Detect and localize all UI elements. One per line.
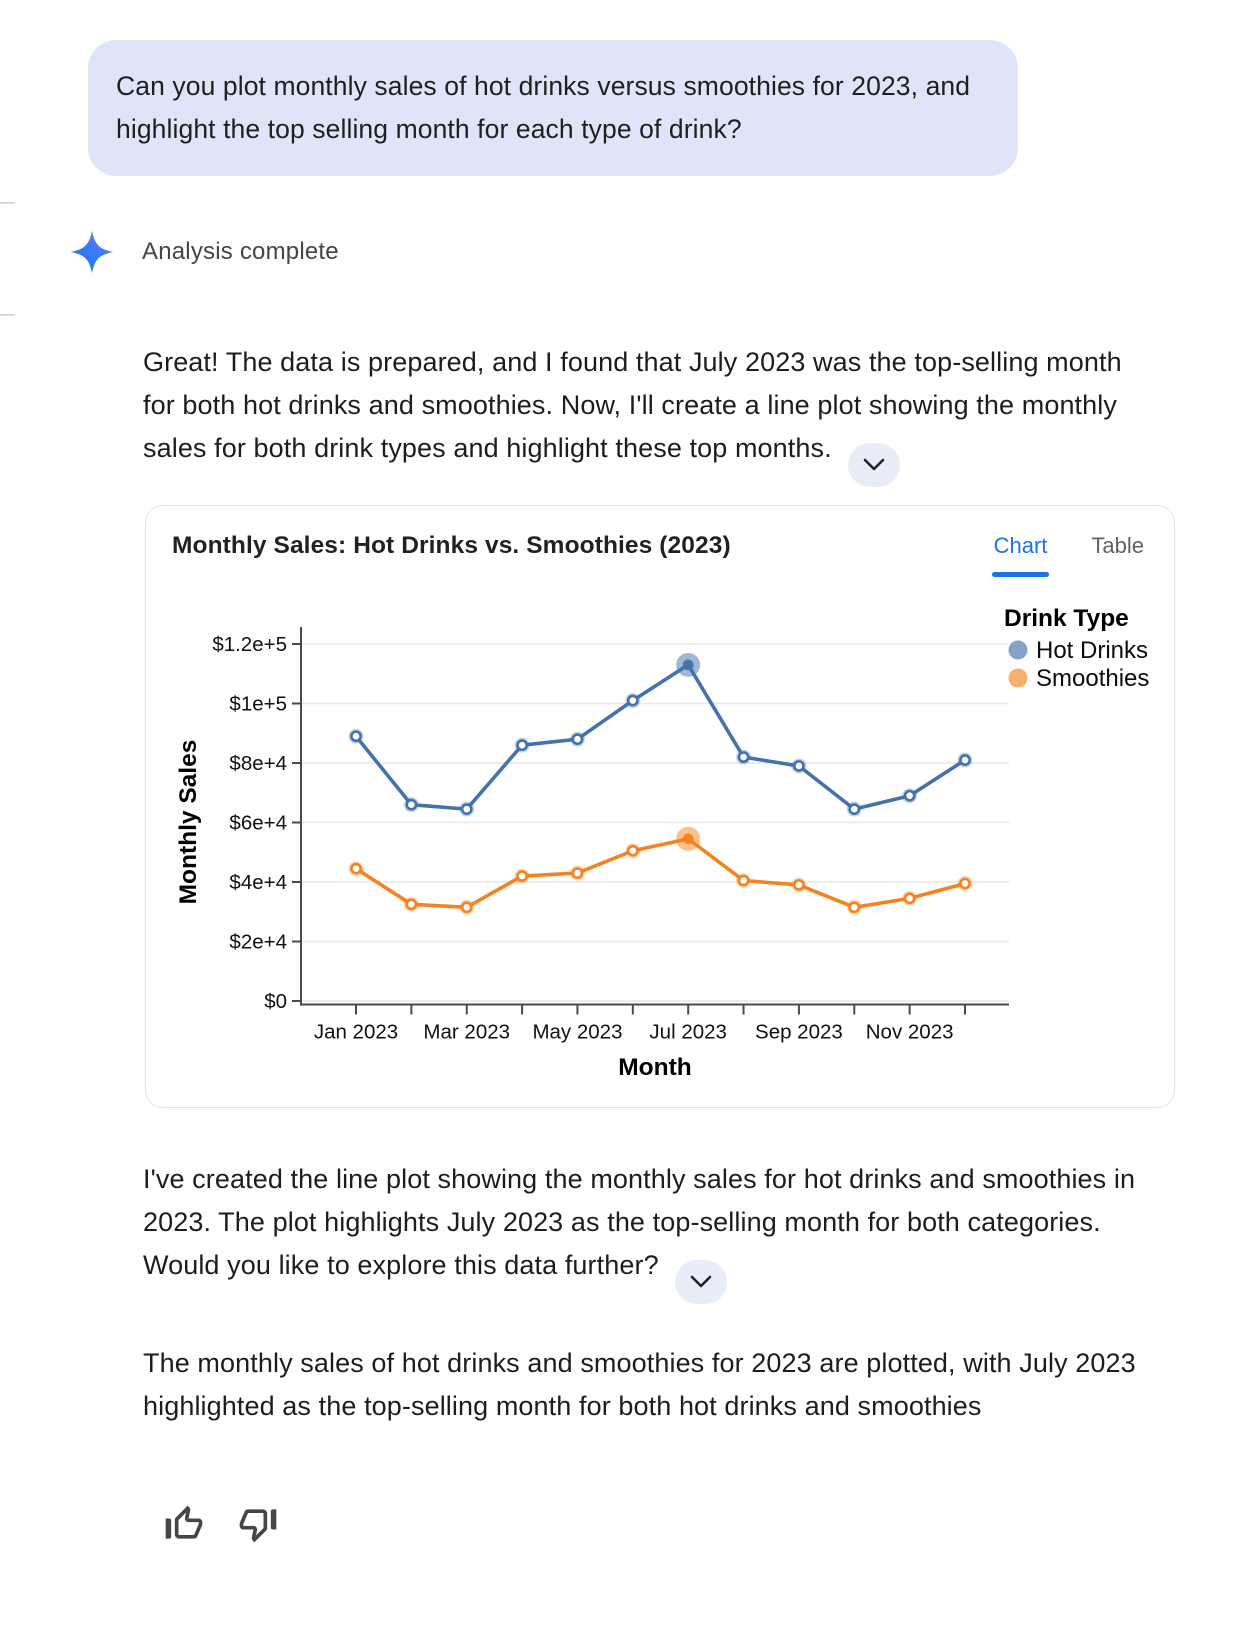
marker-hot-drinks	[628, 696, 637, 705]
legend-swatch-hot-drinks	[1009, 641, 1028, 660]
thumb-up-icon	[162, 1502, 206, 1546]
x-tick-label: May 2023	[532, 1020, 623, 1044]
marker-hot-drinks	[794, 761, 803, 770]
y-tick-label: $6e+4	[229, 811, 287, 835]
user-message-text: Can you plot monthly sales of hot drinks versus smoothies for 2023, and highlight the top selling month for each type of drink?	[116, 71, 971, 144]
marker-smoothies	[960, 879, 969, 888]
feedback-row	[160, 1500, 282, 1548]
marker-smoothies	[573, 868, 582, 877]
marker-smoothies	[351, 864, 360, 873]
marker-smoothies	[407, 900, 416, 909]
line-chart	[162, 589, 1172, 1095]
legend-label: Hot Drinks	[1036, 637, 1149, 664]
thumb-down-icon	[236, 1502, 280, 1546]
assistant-paragraph-3-text: The monthly sales of hot drinks and smoothies for 2023 are plotted, with July 2023 highlighted as the top-selling month for both hot drinks and smoothies	[143, 1348, 1136, 1421]
marker-hot-drinks	[407, 800, 416, 809]
highlight-marker-center-smoothies	[683, 833, 694, 844]
y-axis-title: Monthly Sales	[175, 739, 202, 905]
x-tick-label: Nov 2023	[865, 1020, 954, 1044]
marker-smoothies	[905, 894, 914, 903]
marker-smoothies	[739, 876, 748, 885]
legend-swatch-smoothies	[1009, 669, 1028, 688]
expand-reasoning-button[interactable]	[848, 443, 900, 487]
series-line-hot-drinks	[356, 665, 965, 809]
chart-card	[145, 505, 1175, 1108]
user-message-bubble	[88, 40, 1018, 176]
highlight-marker-center-hot-drinks	[683, 659, 694, 670]
chevron-down-icon	[863, 458, 885, 471]
y-tick-label: $2e+4	[229, 930, 287, 954]
marker-hot-drinks	[351, 732, 360, 741]
marker-hot-drinks	[739, 752, 748, 761]
x-axis-title: Month	[618, 1054, 692, 1081]
status-label: Analysis complete	[142, 238, 339, 265]
marker-smoothies	[628, 846, 637, 855]
chart-table-tabs	[994, 533, 1154, 577]
marker-hot-drinks	[573, 735, 582, 744]
x-tick-label: Jan 2023	[313, 1020, 399, 1044]
assistant-paragraph-2	[143, 1158, 1175, 1304]
legend-title: Drink Type	[1004, 605, 1129, 632]
assistant-paragraph-3	[143, 1342, 1175, 1428]
marker-hot-drinks	[960, 755, 969, 764]
assistant-paragraph-2-text: I've created the line plot showing the monthly sales for hot drinks and smoothies in 2023. The plot highlights July 2023 as the top-selling month for both categories. Would you like to explore this data further?	[143, 1164, 1136, 1280]
thumb-down-button[interactable]	[234, 1500, 282, 1548]
y-tick-label: $4e+4	[229, 871, 287, 894]
thumb-up-button[interactable]	[160, 1500, 208, 1548]
left-panel-edge-bottom	[0, 314, 15, 316]
y-tick-label: $8e+4	[229, 752, 287, 775]
x-tick-label: Jul 2023	[649, 1020, 727, 1044]
x-tick-label: Sep 2023	[755, 1020, 843, 1044]
marker-hot-drinks	[850, 805, 859, 814]
y-tick-label: $0	[264, 990, 287, 1013]
legend-label: Smoothies	[1036, 665, 1150, 692]
y-tick-label: $1.2e+5	[212, 633, 287, 656]
marker-hot-drinks	[905, 791, 914, 800]
assistant-paragraph-1-text: Great! The data is prepared, and I found that July 2023 was the top-selling month for both hot drinks and smoothies. Now, I'll create a line plot showing the monthly sales for both drink types and highlight these top months.	[143, 347, 1122, 463]
x-tick-label: Mar 2023	[423, 1020, 511, 1044]
tab-table[interactable]: Table	[1091, 533, 1144, 558]
sparkle-icon	[69, 229, 115, 275]
expand-details-button[interactable]	[675, 1260, 727, 1304]
marker-smoothies	[850, 903, 859, 912]
status-row	[69, 228, 339, 276]
marker-hot-drinks	[462, 805, 471, 814]
marker-hot-drinks	[517, 741, 526, 750]
marker-smoothies	[517, 871, 526, 880]
assistant-paragraph-1	[143, 341, 1155, 487]
series-line-smoothies	[356, 839, 965, 907]
tab-chart[interactable]: Chart	[994, 533, 1048, 577]
y-tick-label: $1e+5	[229, 692, 287, 716]
marker-smoothies	[462, 903, 471, 912]
marker-smoothies	[794, 880, 803, 889]
left-panel-edge-top	[0, 202, 15, 204]
chevron-down-icon	[690, 1275, 712, 1288]
chart-card-header	[172, 532, 1154, 577]
chart-card-title: Monthly Sales: Hot Drinks vs. Smoothies (2023)	[172, 532, 731, 559]
